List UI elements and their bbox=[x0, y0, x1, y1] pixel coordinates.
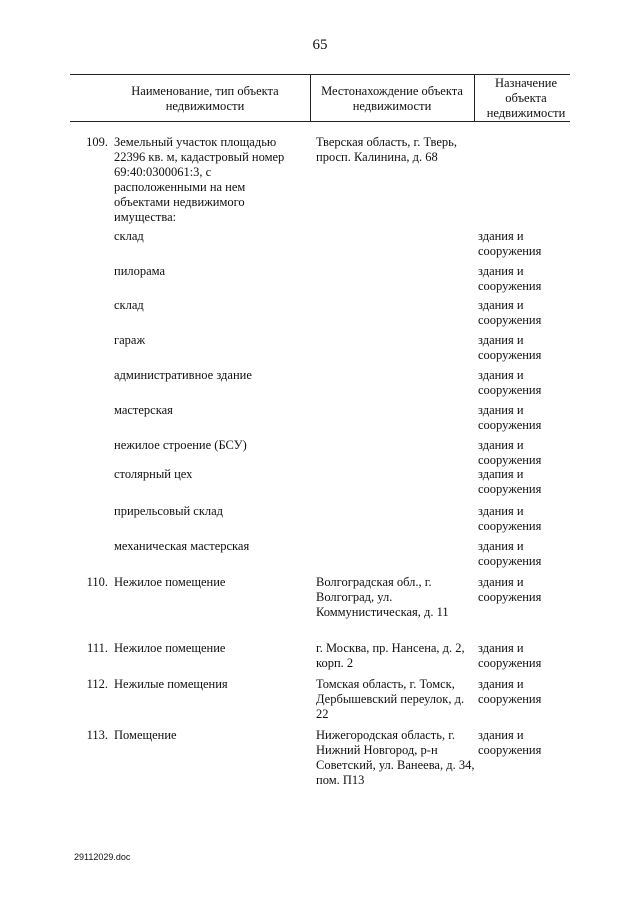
row-purpose: здания и сооружения bbox=[478, 298, 542, 327]
row-name: нежилое строение (БСУ) bbox=[114, 438, 247, 452]
row-name: прирельсовый склад bbox=[114, 504, 224, 518]
row-name: мастерская bbox=[114, 403, 173, 417]
row-purpose: здания и сооружения bbox=[478, 264, 542, 293]
row-purpose: здания и сооружения bbox=[478, 229, 542, 258]
row-location: Нижегородская область, г. Нижний Новгород, р-н Советский, ул. Ванеева, д. 34, пом. П13 bbox=[316, 728, 475, 787]
row-name: гараж bbox=[114, 333, 146, 347]
footer-filename: 29112029.doc bbox=[74, 852, 131, 862]
row-name: Нежилые помещения bbox=[114, 677, 228, 691]
header-name: Наименование, тип объекта недвижимости bbox=[131, 84, 279, 113]
row-purpose: здания и сооружения bbox=[478, 333, 542, 362]
row-purpose: здапия и сооружения bbox=[478, 467, 542, 496]
row-name: склад bbox=[114, 229, 144, 243]
row-number: 112. bbox=[86, 677, 108, 691]
row-number: 110. bbox=[86, 575, 108, 589]
row-name: пилорама bbox=[114, 264, 166, 278]
row-location: г. Москва, пр. Нансена, д. 2, корп. 2 bbox=[316, 641, 465, 670]
row-purpose: здания и сооружения bbox=[478, 438, 542, 467]
row-purpose: здания и сооружения bbox=[478, 403, 542, 432]
row-name: Нежилое помещение bbox=[114, 575, 226, 589]
row-name: административное здание bbox=[114, 368, 252, 382]
row-location: Томская область, г. Томск, Дербышевский переулок, д. 22 bbox=[316, 677, 465, 721]
header-purpose: Назначение объекта недвижимости bbox=[486, 76, 566, 120]
header-divider-2 bbox=[474, 74, 475, 121]
page-number: 65 bbox=[312, 37, 328, 53]
row-location: Волгоградская обл., г. Волгоград, ул. Коммунистическая, д. 11 bbox=[316, 575, 449, 619]
row-number: 111. bbox=[87, 641, 108, 655]
row-name: механическая мастерская bbox=[114, 539, 250, 553]
row-purpose: здания и сооружения bbox=[478, 539, 542, 568]
row-name: столярный цех bbox=[114, 467, 193, 481]
row-name: склад bbox=[114, 298, 144, 312]
table-header-rule bbox=[70, 121, 570, 122]
row-number: 109. bbox=[86, 135, 108, 149]
row-purpose: здания и сооружения bbox=[478, 575, 542, 604]
row-name: Земельный участок площадью 22396 кв. м, кадастровый номер 69:40:0300061:3, с расположенными на нем объектами недвижимого имущества: bbox=[114, 135, 285, 224]
header-divider-1 bbox=[310, 74, 311, 121]
row-purpose: здания и сооружения bbox=[478, 504, 542, 533]
header-location: Местонахождение объекта недвижимости bbox=[321, 84, 463, 113]
row-name: Нежилое помещение bbox=[114, 641, 226, 655]
row-purpose: здания и сооружения bbox=[478, 368, 542, 397]
row-purpose: здания и сооружения bbox=[478, 641, 542, 670]
row-number: 113. bbox=[86, 728, 108, 742]
row-purpose: здания и сооружения bbox=[478, 677, 542, 706]
row-name: Помещение bbox=[114, 728, 177, 742]
row-location: Тверская область, г. Тверь, просп. Калинина, д. 68 bbox=[316, 135, 457, 164]
table-top-rule bbox=[70, 74, 570, 75]
row-purpose: здания и сооружения bbox=[478, 728, 542, 757]
